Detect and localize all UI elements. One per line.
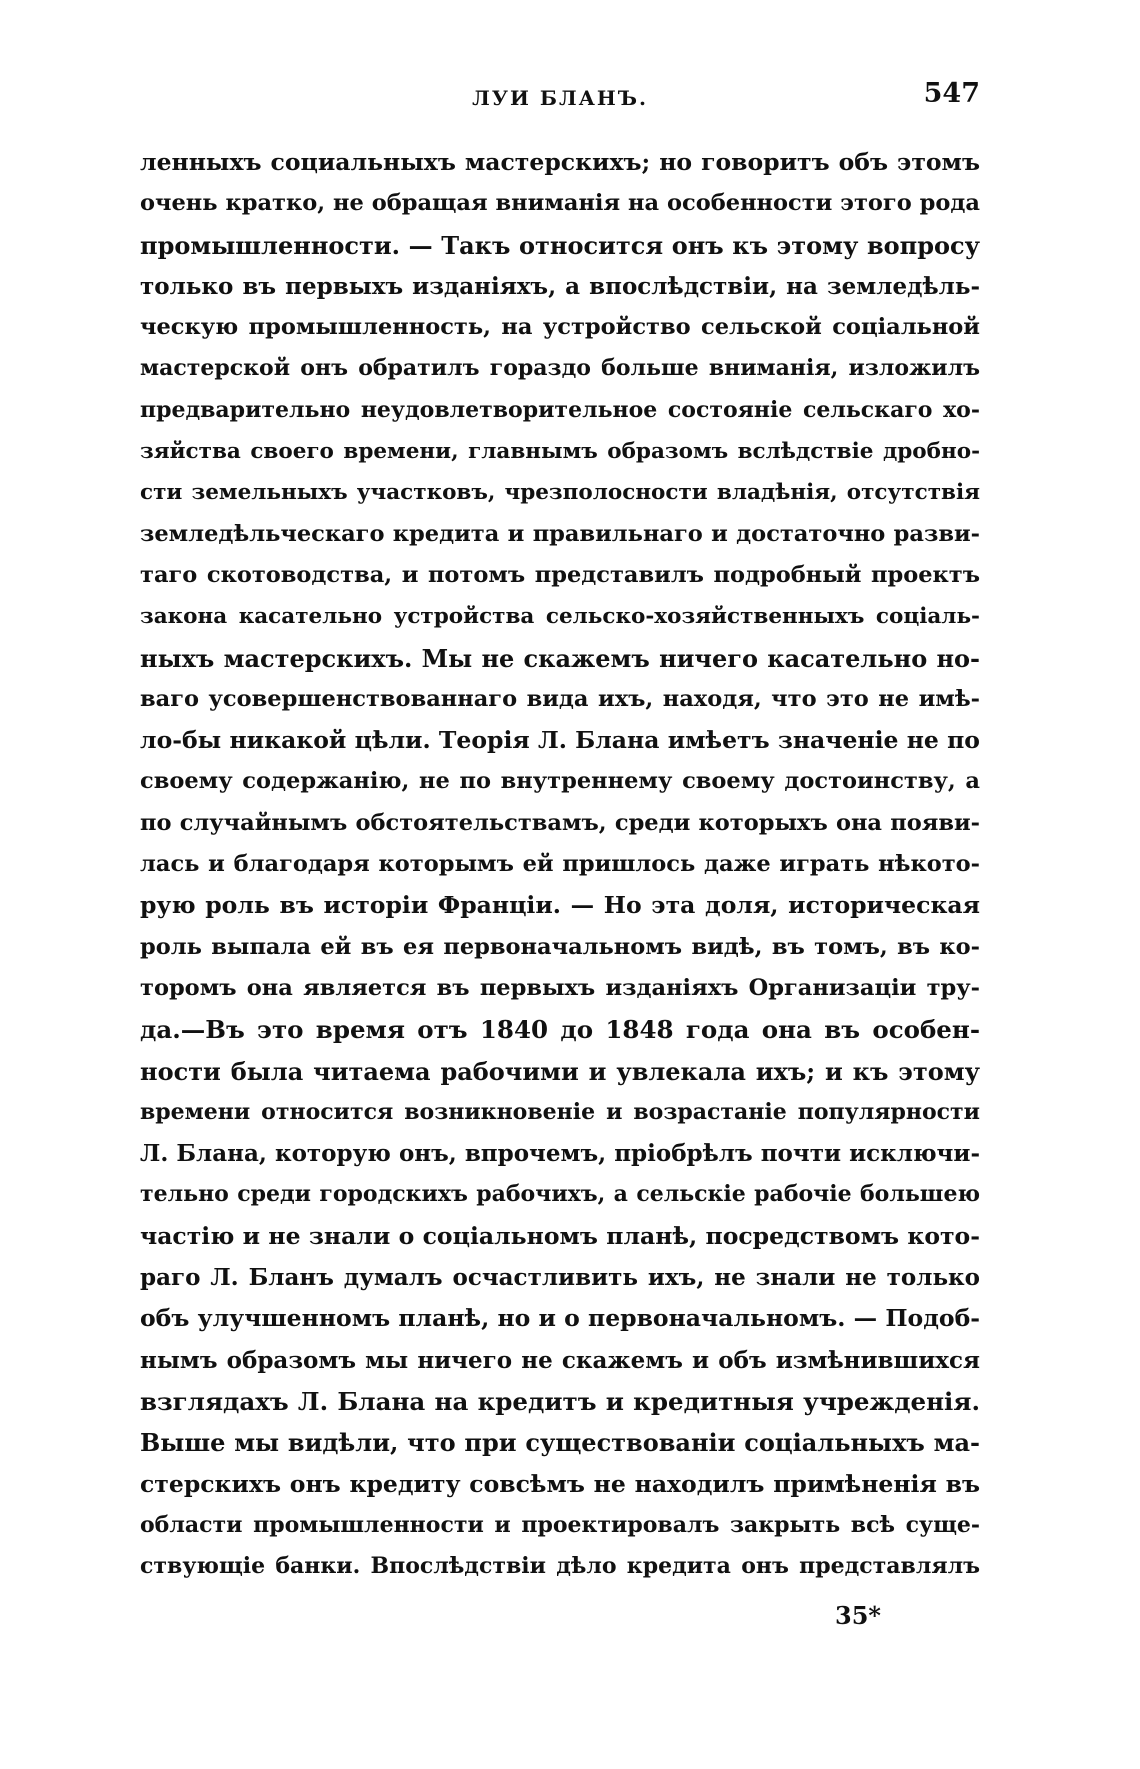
text-line: сти земельныхъ участковъ, чрезполосности владѣнія, отсутствія [140,480,980,506]
text-line: очень кратко, не обращая вниманія на особенности этого рода [140,190,980,217]
body-text [140,142,980,1587]
text-line: взглядахъ Л. Блана на кредитъ и кредитныя учрежденія. [140,1386,980,1416]
text-line: Л. Блана, которую онъ, впрочемъ, пріобрѣлъ почти исключи- [140,1140,980,1168]
running-head [140,78,980,118]
running-title: ЛУИ БЛАНЪ. [472,86,648,110]
text-line: только въ первыхъ изданіяхъ, а впослѣдствіи, на земледѣль- [140,272,980,300]
text-line: ныхъ мастерскихъ. Мы не скажемъ ничего касательно но- [140,643,980,673]
text-line: ности была читаема рабочими и увлекала ихъ; и къ этому [140,1056,980,1086]
text-line: области промышленности и проектировалъ закрыть всѣ суще- [140,1511,980,1538]
text-line: ческую промышленность, на устройство сельской соціальной [140,314,980,341]
text-line: ствующіе банки. Впослѣдствіи дѣло кредита онъ представлялъ [140,1553,980,1580]
text-line: ло-бы никакой цѣли. Теорія Л. Блана имѣетъ значеніе не по [140,726,980,755]
text-line: торомъ она является въ первыхъ изданіяхъ Организаціи тру- [140,974,980,1001]
text-line: времени относится возникновеніе и возрастаніе популярности [140,1098,980,1125]
text-line: промышленности. — Такъ относится онъ къ этому вопросу [140,230,980,260]
text-line: стерскихъ онъ кредиту совсѣмъ не находилъ примѣненія въ [140,1469,980,1498]
text-line: зяйства своего времени, главнымъ образомъ вслѣдствіе дробно- [140,439,980,465]
text-line: тельно среди городскихъ рабочихъ, а сельскіе рабочіе большею [140,1181,980,1208]
page-number: 547 [923,78,980,109]
signature-mark: 35* [835,1601,881,1630]
text-line: земледѣльческаго кредита и правильнаго и достаточно разви- [140,520,980,547]
text-line: Выше мы видѣли, что при существованіи соціальныхъ ма- [140,1428,980,1458]
text-line: частію и не знали о соціальномъ планѣ, посредствомъ кото- [140,1221,980,1250]
text-line: ваго усовершенствованнаго вида ихъ, находя, что это не имѣ- [140,685,980,712]
text-line: нымъ образомъ мы ничего не скажемъ и объ измѣнившихся [140,1346,980,1374]
text-line: раго Л. Бланъ думалъ осчастливить ихъ, не знали не только [140,1264,980,1292]
text-line: да.—Въ это время отъ 1840 до 1848 года она въ особен- [140,1015,980,1045]
text-line: своему содержанію, не по внутреннему своему достоинству, а [140,768,980,795]
text-line: по случайнымъ обстоятельствамъ, среди которыхъ она появи- [140,809,980,836]
text-line: закона касательно устройства сельско-хозяйственныхъ соціаль- [140,604,980,630]
text-line: мастерской онъ обратилъ гораздо больше вниманія, изложилъ [140,355,980,382]
text-line: предварительно неудовлетворительное состояніе сельскаго хо- [140,396,980,423]
text-line: лась и благодаря которымъ ей пришлось даже играть нѣкото- [140,851,980,878]
text-line: объ улучшенномъ планѣ, но и о первоначальномъ. — Подоб- [140,1304,980,1333]
text-line: таго скотоводства, и потомъ представилъ подробный проектъ [140,561,980,588]
text-line: рую роль въ исторіи Франціи. — Но эта доля, историческая [140,891,980,920]
text-line: роль выпала ей въ ея первоначальномъ видѣ, въ томъ, въ ко- [140,933,980,960]
text-line: ленныхъ социальныхъ мастерскихъ; но говоритъ объ этомъ [140,148,980,176]
